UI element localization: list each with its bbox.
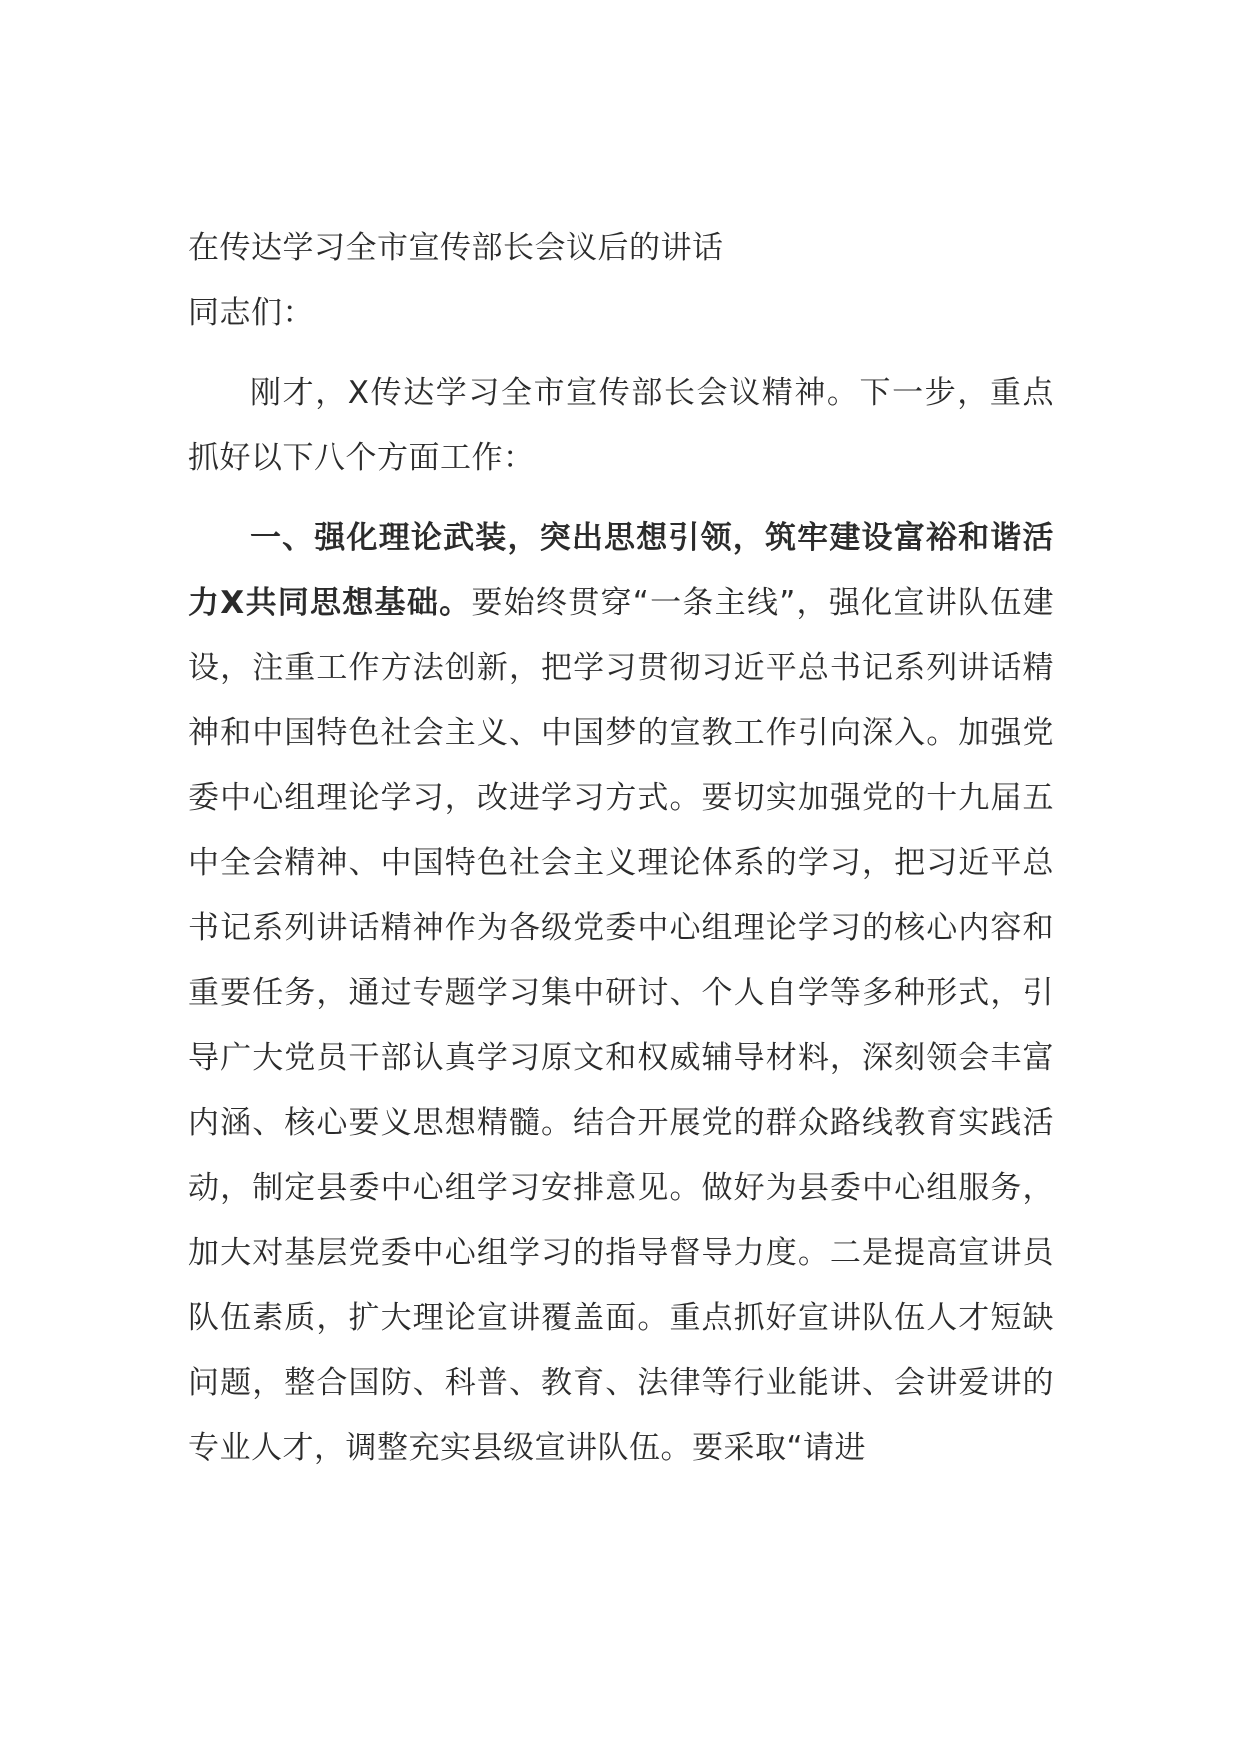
intro-paragraph: 刚才，X传达学习全市宣传部长会议精神。下一步，重点抓好以下八个方面工作：	[188, 375, 1054, 476]
section-one-body: 要始终贯穿“一条主线”，强化宣讲队伍建设，注重工作方法创新，把学习贯彻习近平总书记系列讲话精神和中国特色社会主义、中国梦的宣教工作引向深入。加强党委中心组理论学习，改进学习方式。要切实加强党的十九届五中全会精神、中国特色社会主义理论体系的学习，把习近平总书记系列讲话精神作为各级党委中心组理论学习的核心内容和重要任务，通过专题学习集中研讨、个人自学等多种形式，引导广大党员干部认真学习原文和权威辅导材料，深刻领会丰富内涵、核心要义思想精髓。结合开展党的群众路线教育实践活动，制定县委中心组学习安排意见。做好为县委中心组服务，加大对基层党委中心组学习的指导督导力度。二是提高宣讲员队伍素质，扩大理论宣讲覆盖面。重点抓好宣讲队伍人才短缺问题，整合国防、科普、教育、法律等行业能讲、会讲爱讲的专业人才，调整充实县级宣讲队伍。要采取“请进	[188, 585, 1054, 1466]
section-one-paragraph	[188, 506, 1054, 1481]
page-title: 在传达学习全市宣传部长会议后的讲话	[188, 230, 724, 266]
section-one-heading: 一、强化理论武装，突出思想引领，筑牢建设富裕和谐活力X共同思想基础。	[188, 520, 1054, 621]
greeting: 同志们：	[188, 295, 314, 331]
document-body	[188, 216, 1054, 1481]
